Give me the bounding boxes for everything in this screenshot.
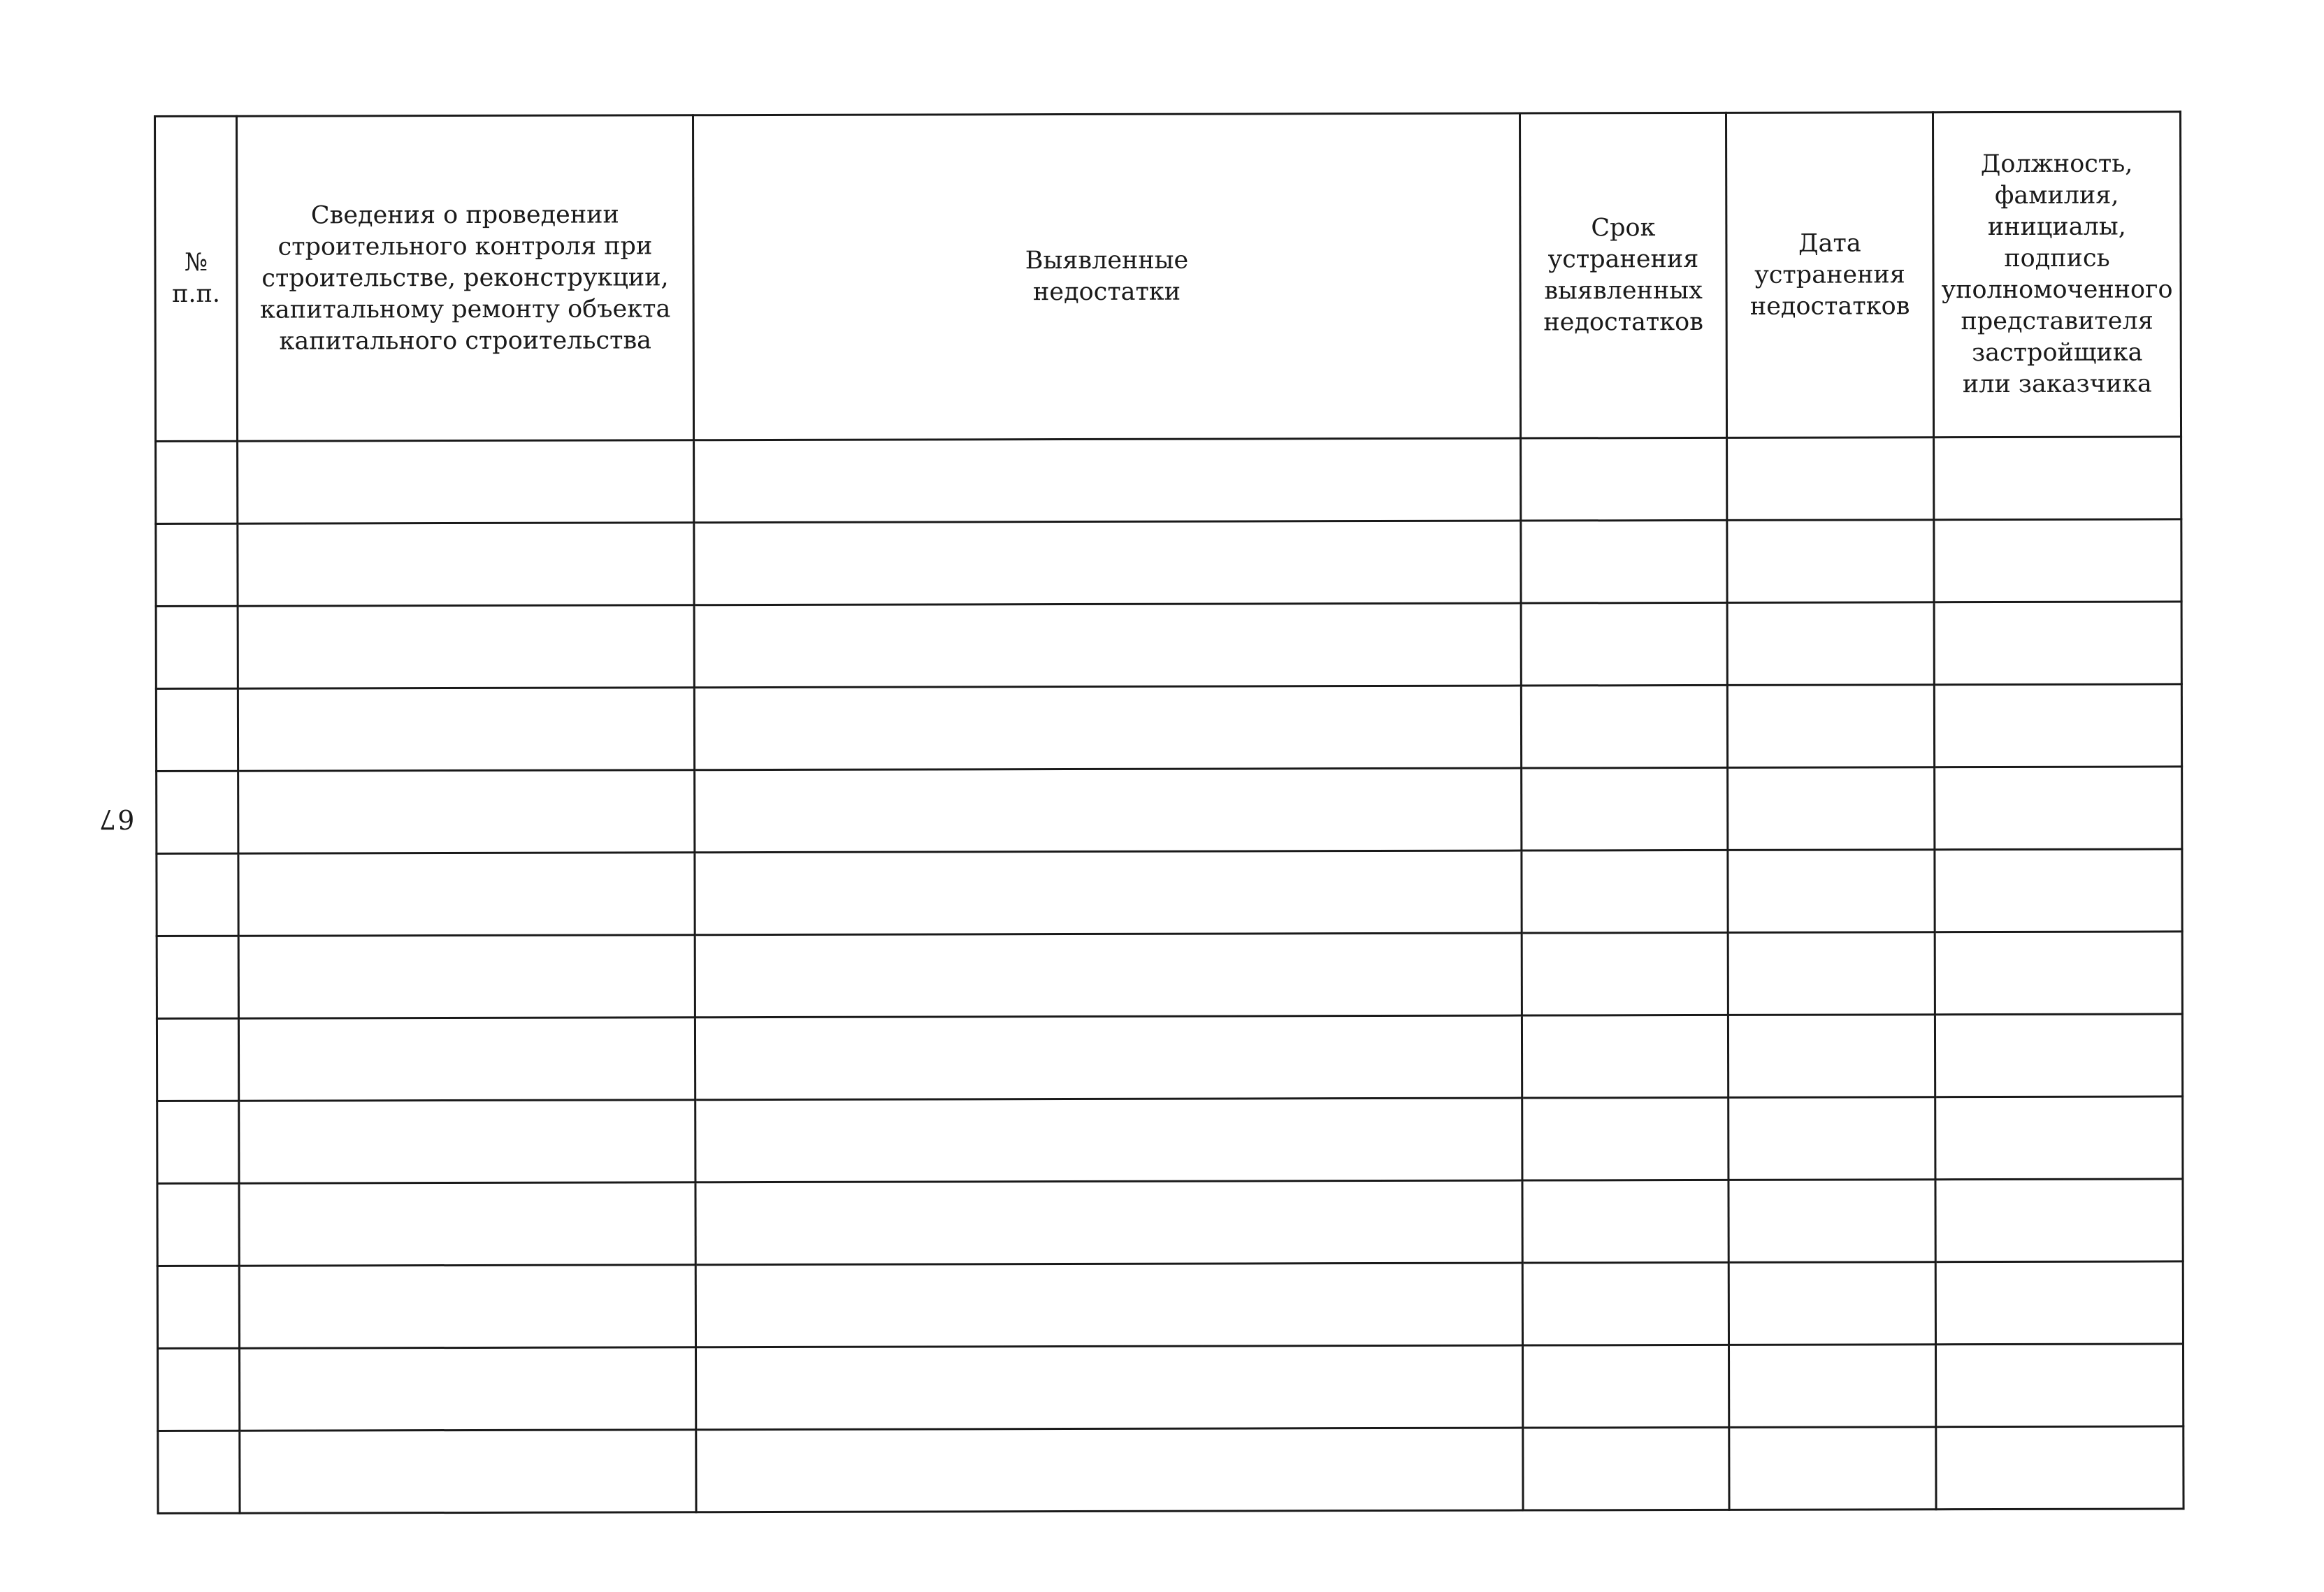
cell-fix-date: [1728, 932, 1935, 1015]
inspection-register-table: [154, 110, 2185, 1514]
cell-representative-signature: [1935, 1014, 2182, 1097]
table-row: [157, 1097, 2183, 1184]
table-row: [157, 1179, 2183, 1266]
cell-item-number: [157, 1018, 238, 1101]
cell-representative-signature: [1934, 602, 2181, 685]
cell-control-info: [238, 935, 695, 1018]
cell-control-info: [238, 688, 694, 771]
cell-item-number: [157, 1183, 239, 1266]
cell-representative-signature: [1935, 767, 2182, 850]
cell-fix-deadline: [1522, 1180, 1728, 1263]
table-row: [158, 1426, 2184, 1514]
page-number: 67: [98, 804, 135, 834]
table-row: [157, 767, 2182, 854]
cell-fix-date: [1728, 1345, 1935, 1428]
cell-item-number: [157, 1266, 239, 1348]
cell-fix-date: [1728, 1097, 1935, 1180]
cell-fix-deadline: [1522, 1097, 1728, 1180]
cell-control-info: [240, 1347, 696, 1431]
header-control-info: Сведения о проведении строительного контроля при строительстве, реконструкции, капитальному ремонту объекта капитального строительства: [237, 115, 694, 441]
cell-representative-signature: [1935, 1261, 2183, 1345]
cell-control-info: [239, 1100, 695, 1183]
header-defects-found: Выявленные недостатки: [693, 113, 1521, 440]
cell-representative-signature: [1934, 437, 2181, 520]
table-row: [156, 519, 2181, 607]
cell-item-number: [157, 936, 238, 1018]
cell-fix-deadline: [1521, 437, 1727, 521]
table-row: [157, 1014, 2182, 1101]
cell-item-number: [156, 688, 238, 771]
cell-defects-found: [694, 686, 1521, 770]
cell-defects-found: [695, 768, 1522, 853]
cell-fix-date: [1729, 1427, 1936, 1510]
cell-item-number: [156, 606, 238, 688]
cell-fix-deadline: [1521, 685, 1727, 768]
cell-defects-found: [695, 1180, 1522, 1265]
cell-fix-date: [1727, 437, 1934, 521]
cell-fix-date: [1727, 685, 1934, 768]
cell-fix-deadline: [1522, 767, 1728, 851]
cell-control-info: [238, 605, 694, 688]
cell-fix-date: [1728, 1015, 1935, 1098]
header-fix-date: Дата устранения недостатков: [1726, 113, 1933, 438]
cell-fix-date: [1728, 1180, 1935, 1263]
cell-fix-deadline: [1521, 520, 1727, 603]
cell-item-number: [158, 1348, 240, 1431]
cell-item-number: [157, 1101, 239, 1183]
cell-representative-signature: [1934, 684, 2181, 767]
table-header-row: [155, 112, 2181, 442]
table-body: [156, 437, 2184, 1514]
cell-defects-found: [694, 521, 1521, 605]
cell-defects-found: [696, 1345, 1523, 1430]
table-row: [157, 1261, 2183, 1349]
cell-item-number: [158, 1431, 240, 1513]
cell-defects-found: [695, 851, 1522, 935]
cell-control-info: [239, 1265, 695, 1348]
cell-control-info: [238, 770, 695, 853]
cell-representative-signature: [1935, 1097, 2183, 1180]
cell-representative-signature: [1935, 1344, 2183, 1427]
cell-fix-deadline: [1522, 1345, 1728, 1428]
cell-fix-date: [1727, 520, 1934, 603]
cell-fix-deadline: [1522, 1262, 1728, 1345]
cell-fix-date: [1728, 767, 1935, 851]
cell-item-number: [157, 853, 238, 936]
cell-fix-deadline: [1521, 602, 1727, 686]
cell-item-number: [156, 441, 238, 523]
header-item-number: № п.п.: [155, 116, 238, 441]
cell-representative-signature: [1935, 849, 2182, 932]
cell-fix-date: [1728, 1262, 1935, 1345]
cell-fix-deadline: [1522, 932, 1728, 1015]
cell-fix-date: [1728, 850, 1935, 933]
table-row: [158, 1344, 2184, 1431]
cell-control-info: [239, 1182, 695, 1266]
cell-item-number: [157, 771, 238, 853]
cell-control-info: [238, 523, 694, 606]
cell-defects-found: [695, 1263, 1522, 1347]
cell-control-info: [238, 1018, 695, 1101]
cell-representative-signature: [1936, 1426, 2184, 1510]
cell-fix-deadline: [1523, 1427, 1729, 1510]
cell-item-number: [156, 523, 238, 606]
cell-control-info: [238, 440, 694, 523]
cell-fix-deadline: [1522, 1015, 1728, 1098]
cell-defects-found: [694, 438, 1521, 523]
cell-defects-found: [694, 603, 1521, 688]
cell-control-info: [240, 1430, 696, 1513]
table-row: [157, 849, 2182, 936]
cell-fix-deadline: [1522, 850, 1728, 933]
table-row: [156, 437, 2181, 524]
cell-defects-found: [695, 933, 1522, 1018]
table-row: [157, 932, 2182, 1019]
table-row: [156, 684, 2181, 772]
cell-defects-found: [696, 1428, 1523, 1512]
header-representative-signature: Должность, фамилия, инициалы, подпись уполномоченного представителя застройщика или заказчика: [1933, 112, 2181, 437]
cell-control-info: [238, 853, 695, 936]
cell-representative-signature: [1935, 1179, 2183, 1262]
table-row: [156, 602, 2181, 689]
cell-defects-found: [695, 1098, 1522, 1182]
cell-defects-found: [695, 1015, 1522, 1100]
cell-fix-date: [1727, 602, 1934, 686]
cell-representative-signature: [1935, 932, 2182, 1015]
cell-representative-signature: [1934, 519, 2181, 602]
header-fix-deadline: Срок устранения выявленных недостатков: [1520, 113, 1726, 438]
